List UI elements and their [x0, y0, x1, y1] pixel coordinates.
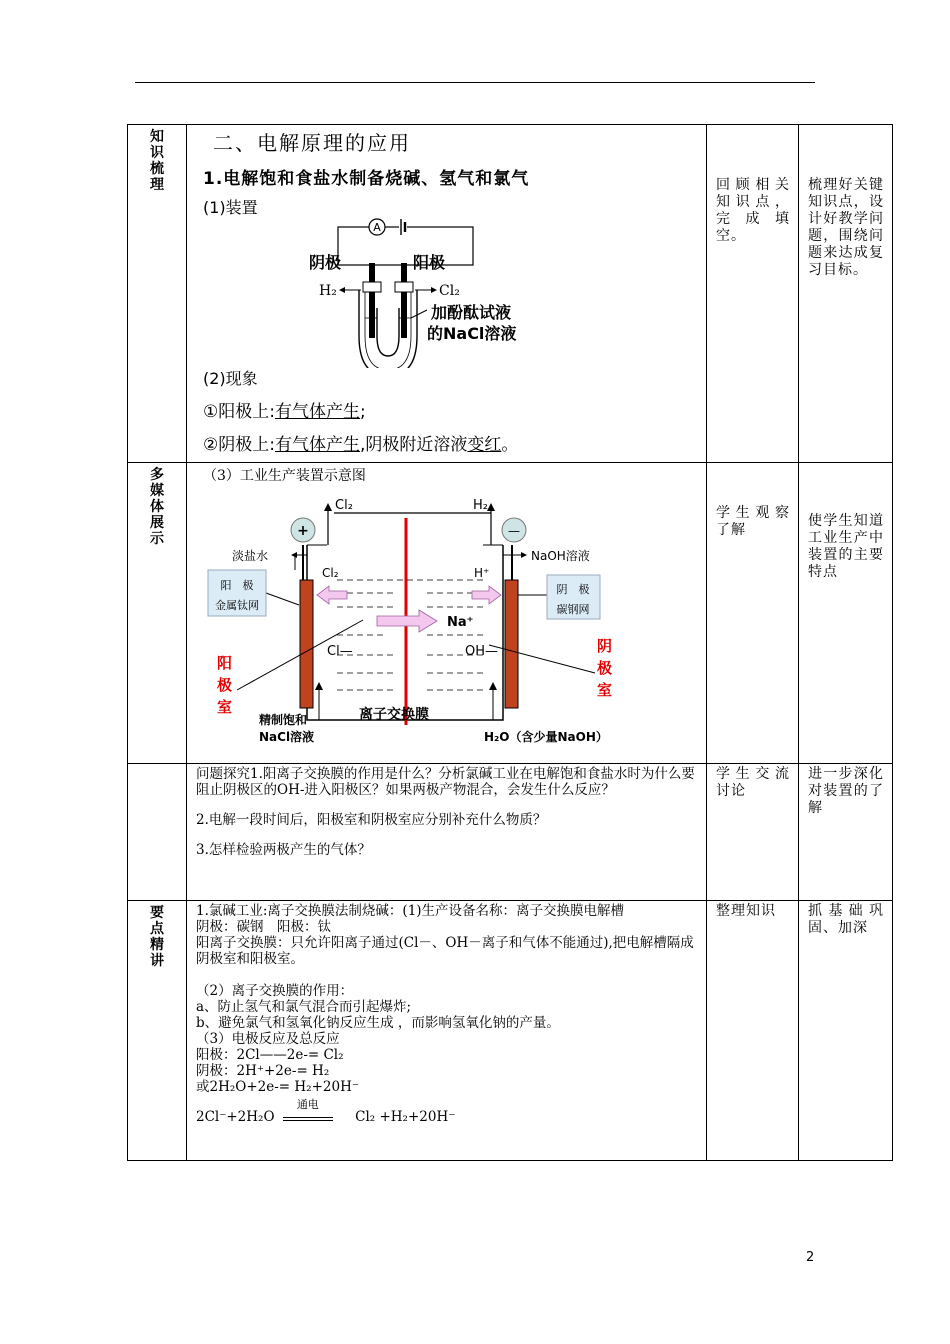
kp-line: 阳极：2Cl——2e-= Cl₂ [196, 1047, 344, 1063]
label-h-plus: H⁺ [474, 566, 490, 580]
kp-line: （3）电极反应及总反应 [196, 1031, 340, 1047]
label-na-plus: Na⁺ [447, 615, 474, 630]
label-titanium-mesh: 金属钛网 [215, 599, 259, 612]
student-activity-3: 学生交流讨论 [716, 766, 790, 799]
row-multimedia [128, 463, 893, 764]
label-feed-1: 精制饱和 [259, 713, 308, 727]
label-plus: + [297, 523, 309, 539]
teacher-intent-4: 抓基础巩固、加深 [808, 903, 884, 936]
question-2: 2.电解一段时间后，阳极室和阴极室应分别补充什么物质？ [196, 812, 547, 828]
lesson-table [127, 124, 893, 1161]
label-solution-2: 的NaCl溶液 [427, 324, 517, 343]
header-rule [135, 82, 815, 83]
label-anode-box: 阳 极 [220, 579, 254, 592]
label-feed-2: NaCl溶液 [259, 730, 315, 744]
cathode-room-char: 阴 [597, 637, 613, 655]
u-tube-diagram [187, 218, 706, 368]
industrial-cell-diagram [187, 485, 706, 760]
kp-line: b、避免氯气和氢氧化钠反应生成 ，而影响氢氧化钠的产量。 [196, 1015, 560, 1031]
page-number: 2 [806, 1250, 815, 1265]
label-water-in: H₂O（含少量NaOH） [484, 730, 608, 744]
question-1: 问题探究1.阳离子交换膜的作用是什么？分析氯碱工业在电解饱和食盐水时为什么要阻止阴极区的OH-进入阳极区？如果两极产物混合，会发生什么反应？ [196, 766, 695, 798]
label-cl2-inner: Cl₂ [322, 566, 339, 580]
total-reaction: 2Cl⁻+2H₂O 通电 Cl₂ +H₂+20H⁻ [196, 1098, 456, 1125]
kp-line: 1.氯碱工业:离子交换膜法制烧碱：(1)生产设备名称：离子交换膜电解槽 [196, 903, 625, 919]
row-inquiry [128, 764, 893, 901]
cathode-room-char: 极 [597, 659, 613, 677]
student-activity-2: 学生观察了解 [716, 505, 790, 538]
kp-line: a、防止氢气和氯气混合而引起爆炸; [196, 999, 412, 1015]
anode-room-char: 极 [217, 676, 233, 694]
row-knowledge [128, 125, 893, 463]
student-activity-1: 回顾相关知识点，完成填空。 [716, 177, 790, 244]
row-label-key-points: 要点精讲 [150, 905, 164, 969]
arrow-cl2-left [317, 586, 347, 604]
item-apparatus: (1)装置 [203, 198, 258, 217]
student-activity-4: 整理知识 [716, 903, 776, 919]
kp-line: （2）离子交换膜的作用： [196, 983, 354, 999]
kp-line: 阴极：2H⁺+2e-= H₂ [196, 1063, 330, 1079]
label-h2-out: H₂ [473, 498, 488, 513]
inquiry-questions [187, 764, 706, 858]
kp-line: 或2H₂O+2e-= H₂+20H⁻ [196, 1079, 359, 1095]
label-right-electrode: 阳极 [413, 253, 446, 272]
label-cathode-room [596, 637, 612, 699]
electrolysis-condition: 通电 [283, 1111, 333, 1121]
label-cathode-box: 阴 极 [556, 583, 590, 596]
kp-line: 阳离子交换膜：只允许阳离子通过(Cl－、OH－离子和气体不能通过),把电解槽隔成阴极室和阳极室。 [196, 935, 694, 967]
electrode-right [401, 263, 407, 338]
label-dilute-brine: 淡盐水 [232, 549, 269, 563]
label-oh-minus: OH— [465, 644, 499, 659]
observation-anode: ①阳极上:有气体产生; [203, 402, 366, 422]
cathode-plate [505, 580, 518, 708]
subtitle: 1.电解饱和食盐水制备烧碱、氢气和氯气 [203, 169, 530, 189]
row-label-knowledge: 知识梳理 [150, 129, 164, 193]
teacher-intent-2: 使学生知道工业生产中装置的主要特点 [808, 513, 884, 580]
ammeter-label: A [373, 221, 381, 234]
row-key-points [128, 901, 893, 1161]
question-3: 3.怎样检验两极产生的气体？ [196, 842, 371, 858]
teacher-intent-3: 进一步深化对装置的了解 [808, 766, 884, 816]
section-title: 二、电解原理的应用 [213, 131, 411, 155]
kp-line: 阴极：碳钢 阳极：钛 [196, 919, 331, 935]
figure-caption: （3）工业生产装置示意图 [203, 468, 366, 484]
row-label-multimedia: 多媒体展示 [150, 467, 164, 547]
anode-room-char: 阳 [217, 654, 233, 672]
key-points-text [187, 901, 706, 1125]
label-naoh-out: NaOH溶液 [531, 549, 590, 563]
label-minus: — [508, 524, 520, 538]
teacher-intent-1: 梳理好关键知识点，设计好教学问题，围绕问题来达成复习目标。 [808, 177, 884, 278]
anode-room-char: 室 [217, 698, 233, 716]
label-carbon-steel: 碳钢网 [556, 603, 590, 616]
observation-cathode: ②阴极上:有气体产生,阴极附近溶液变红。 [203, 435, 519, 455]
label-h2: H₂ [319, 283, 337, 299]
label-anode-room [216, 654, 232, 716]
label-solution-1: 加酚酞试液 [431, 303, 512, 322]
anode-plate [300, 580, 313, 708]
label-left-electrode: 阴极 [309, 253, 342, 272]
label-cl-minus: Cl— [327, 644, 353, 659]
electrode-left [369, 263, 375, 338]
label-ion-membrane: 离子交换膜 [359, 707, 429, 723]
label-cl2: Cl₂ [439, 283, 460, 299]
cathode-room-char: 室 [597, 681, 613, 699]
item-phenomena: (2)现象 [203, 369, 258, 388]
arrow-h-right [472, 586, 501, 604]
label-cl2-out: Cl₂ [335, 498, 353, 513]
